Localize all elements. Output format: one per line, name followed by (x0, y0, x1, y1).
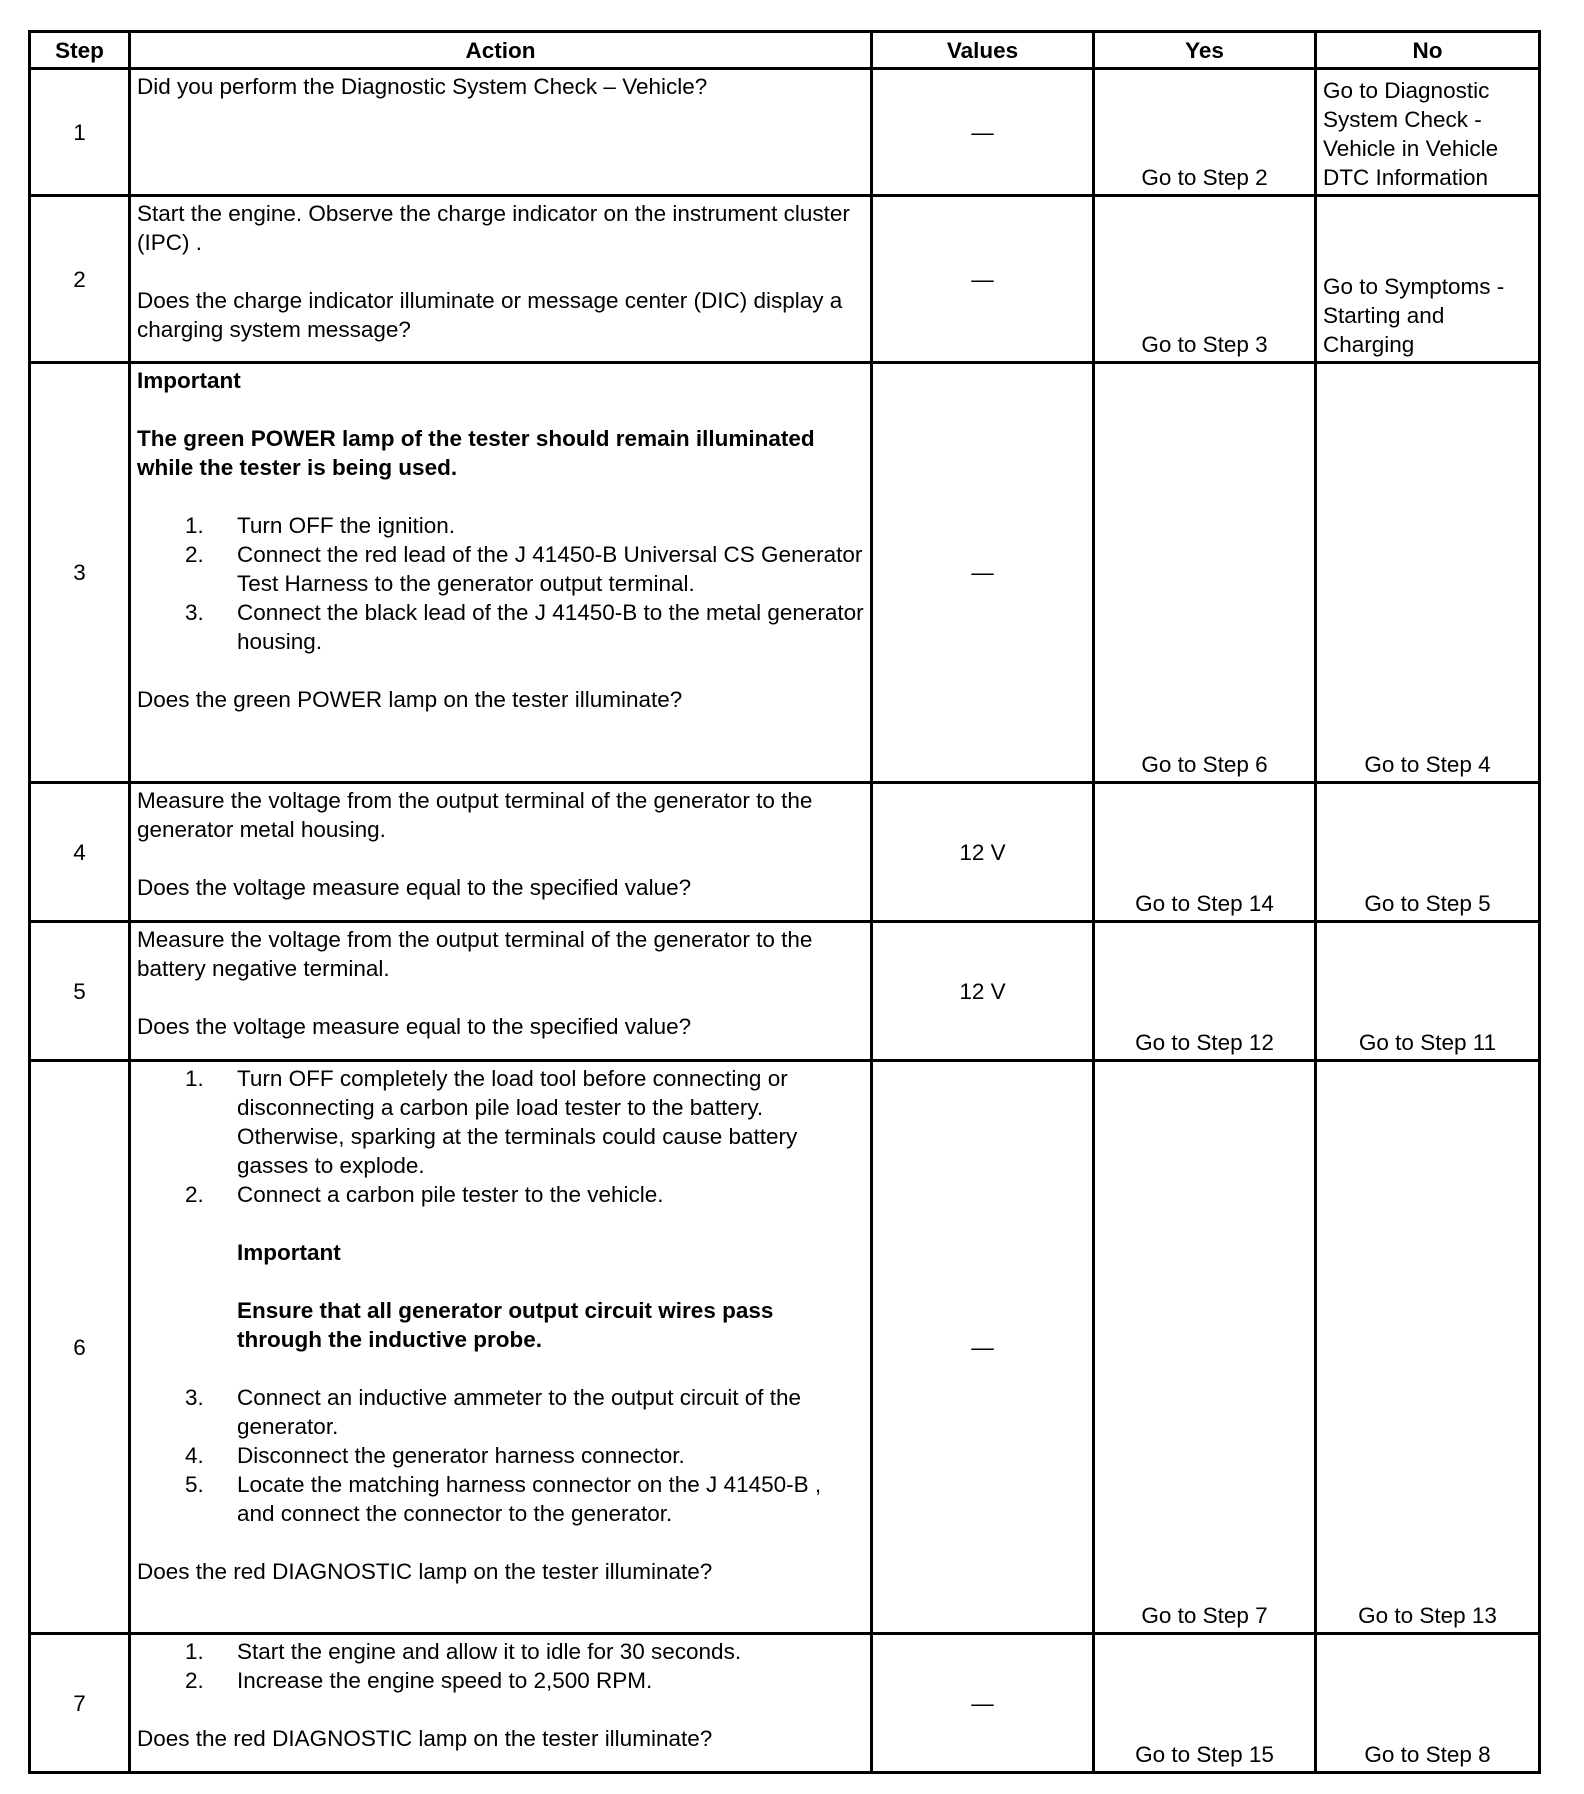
list-text: Increase the engine speed to 2,500 RPM. (237, 1668, 653, 1693)
list-number: 3. (185, 600, 204, 625)
header-yes: Yes (1094, 32, 1316, 69)
step-number: 3 (30, 363, 130, 783)
action-question: Does the red DIAGNOSTIC lamp on the tester illuminate? (137, 1726, 713, 1751)
list-number: 2. (185, 542, 204, 567)
no-line: Charging (1323, 332, 1415, 357)
table-row (30, 1061, 1540, 1634)
list-number: 1. (185, 513, 204, 538)
list-text: Connect an inductive ammeter to the output circuit of the generator. (237, 1385, 802, 1439)
step-number: 6 (30, 1061, 130, 1634)
list-number: 1. (185, 1066, 204, 1091)
important-note: The green POWER lamp of the tester should remain illuminated while the tester is being used. (137, 426, 815, 480)
values-cell: — (872, 196, 1094, 363)
list-item (137, 540, 864, 598)
list-text: Turn OFF the ignition. (237, 513, 456, 538)
action-cell (130, 1061, 872, 1634)
action-question: Does the green POWER lamp on the tester illuminate? (137, 687, 683, 712)
list-number: 4. (185, 1443, 204, 1468)
no-cell: Go to Step 5 (1316, 783, 1540, 922)
header-action: Action (130, 32, 872, 69)
list-number: 3. (185, 1385, 204, 1410)
procedure-list (137, 511, 864, 656)
values-cell: 12 V (872, 783, 1094, 922)
no-line: Vehicle in Vehicle (1323, 136, 1499, 161)
action-cell (130, 1634, 872, 1773)
action-cell (130, 363, 872, 783)
list-item (137, 1666, 864, 1695)
header-row (30, 32, 1540, 69)
action-question: Does the voltage measure equal to the specified value? (137, 875, 692, 900)
action-cell (130, 69, 872, 196)
list-item (137, 598, 864, 656)
action-cell (130, 922, 872, 1061)
yes-cell: Go to Step 14 (1094, 783, 1316, 922)
list-text: Connect the red lead of the J 41450-B Universal CS Generator Test Harness to the generator output terminal. (237, 542, 863, 596)
important-heading: Important (237, 1240, 341, 1265)
yes-cell: Go to Step 6 (1094, 363, 1316, 783)
yes-cell: Go to Step 7 (1094, 1061, 1316, 1634)
diagnostic-table (28, 30, 1541, 1774)
values-cell: — (872, 69, 1094, 196)
no-cell (1316, 69, 1540, 196)
no-cell: Go to Step 11 (1316, 922, 1540, 1061)
no-cell: Go to Step 13 (1316, 1061, 1540, 1634)
table-row (30, 922, 1540, 1061)
header-no: No (1316, 32, 1540, 69)
list-text: Connect the black lead of the J 41450-B to the metal generator housing. (237, 600, 864, 654)
action-instruction: Measure the voltage from the output terminal of the generator to the generator metal housing. (137, 788, 813, 842)
action-instruction: Measure the voltage from the output terminal of the generator to the battery negative terminal. (137, 927, 813, 981)
table-row (30, 1634, 1540, 1773)
no-cell: Go to Step 8 (1316, 1634, 1540, 1773)
yes-cell: Go to Step 2 (1094, 69, 1316, 196)
procedure-list (137, 1637, 864, 1695)
list-item (137, 1637, 864, 1666)
procedure-list (137, 1383, 864, 1528)
list-item (137, 1180, 864, 1209)
table-row (30, 783, 1540, 922)
important-heading: Important (137, 368, 241, 393)
important-note: Ensure that all generator output circuit wires pass through the inductive probe. (237, 1298, 774, 1352)
step-number: 2 (30, 196, 130, 363)
values-cell: — (872, 363, 1094, 783)
procedure-list (137, 1064, 864, 1209)
list-text: Turn OFF completely the load tool before connecting or disconnecting a carbon pile load tester to the battery. Otherwise, sparking at the terminals could cause battery gasses to explode. (237, 1066, 798, 1178)
values-cell: 12 V (872, 922, 1094, 1061)
no-cell: Go to Step 4 (1316, 363, 1540, 783)
yes-cell: Go to Step 3 (1094, 196, 1316, 363)
list-number: 1. (185, 1639, 204, 1664)
action-cell (130, 196, 872, 363)
table-row (30, 69, 1540, 196)
values-cell: — (872, 1061, 1094, 1634)
list-item (137, 1383, 864, 1441)
list-number: 2. (185, 1182, 204, 1207)
no-line: Starting and (1323, 303, 1445, 328)
table-row (30, 196, 1540, 363)
action-cell (130, 783, 872, 922)
action-question: Does the voltage measure equal to the specified value? (137, 1014, 692, 1039)
list-text: Locate the matching harness connector on the J 41450-B , and connect the connector to the generator. (237, 1472, 822, 1526)
list-item (137, 511, 864, 540)
header-step: Step (30, 32, 130, 69)
list-item (137, 1441, 864, 1470)
list-text: Disconnect the generator harness connector. (237, 1443, 685, 1468)
no-line: Go to Diagnostic (1323, 78, 1490, 103)
no-cell (1316, 196, 1540, 363)
step-number: 1 (30, 69, 130, 196)
yes-cell: Go to Step 15 (1094, 1634, 1316, 1773)
list-text: Start the engine and allow it to idle for 30 seconds. (237, 1639, 742, 1664)
step-number: 7 (30, 1634, 130, 1773)
action-instruction: Start the engine. Observe the charge indicator on the instrument cluster (IPC) . (137, 201, 850, 255)
no-line: Go to Symptoms - (1323, 274, 1505, 299)
list-text: Connect a carbon pile tester to the vehicle. (237, 1182, 664, 1207)
step-number: 4 (30, 783, 130, 922)
no-line: System Check - (1323, 107, 1482, 132)
action-question: Did you perform the Diagnostic System Check – Vehicle? (137, 74, 708, 99)
list-item (137, 1470, 864, 1528)
action-question: Does the charge indicator illuminate or message center (DIC) display a charging system message? (137, 288, 843, 342)
no-line: DTC Information (1323, 165, 1489, 190)
values-cell: — (872, 1634, 1094, 1773)
action-question: Does the red DIAGNOSTIC lamp on the tester illuminate? (137, 1559, 713, 1584)
list-item (137, 1064, 864, 1180)
yes-cell: Go to Step 12 (1094, 922, 1316, 1061)
header-values: Values (872, 32, 1094, 69)
list-number: 2. (185, 1668, 204, 1693)
list-number: 5. (185, 1472, 204, 1497)
table-row (30, 363, 1540, 783)
step-number: 5 (30, 922, 130, 1061)
